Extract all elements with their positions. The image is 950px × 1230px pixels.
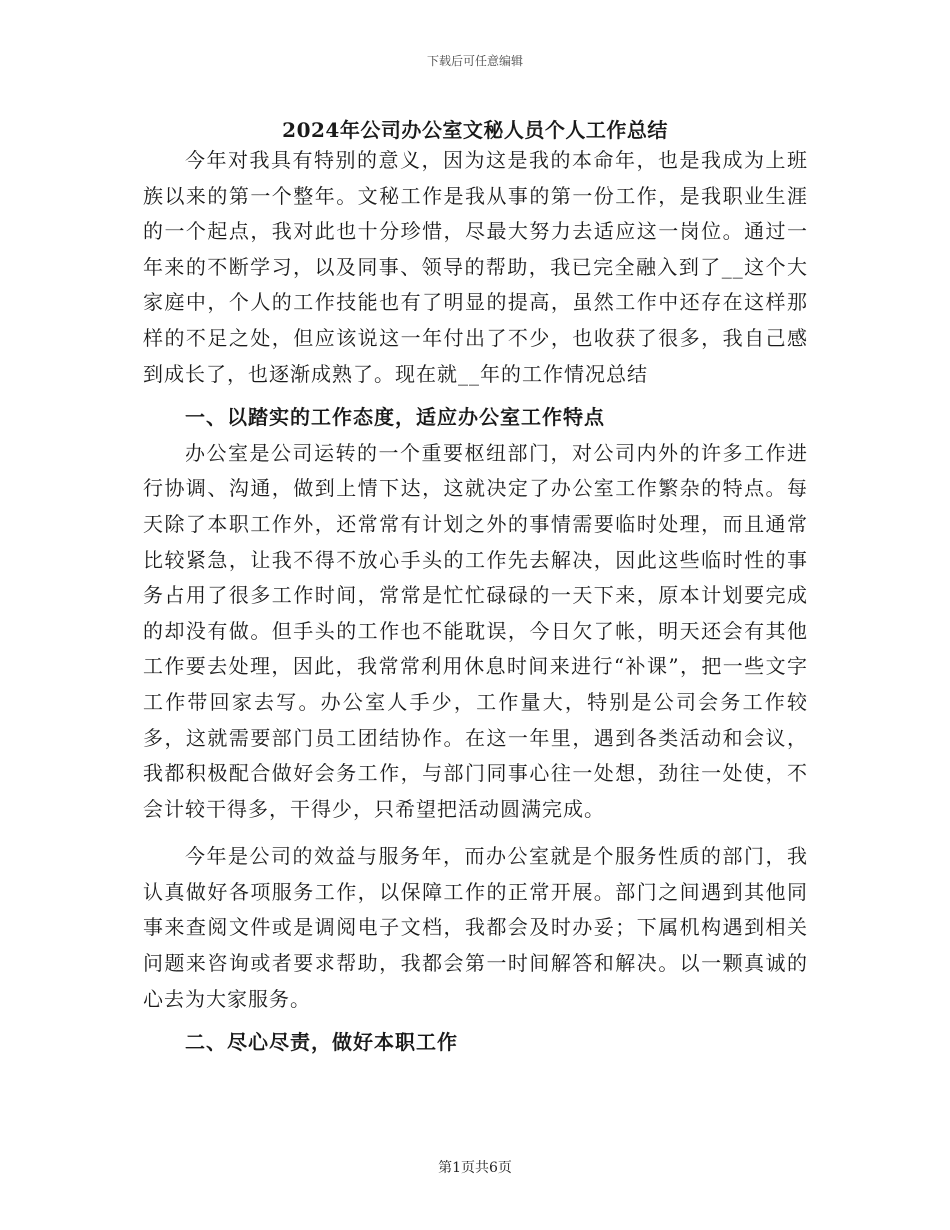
section-1-heading: 一、以踏实的工作态度，适应办公室工作特点 xyxy=(185,405,605,430)
intro-paragraph: 今年对我具有特别的意义，因为这是我的本命年，也是我成为上班族以来的第一个整年。文秘工作是我从事的第一份工作，是我职业生涯的一个起点，我对此也十分珍惜，尽最大努力去适应这一岗位。通过一年来的不断学习，以及同事、领导的帮助，我已完全融入到了__这个大家庭中，个人的工作技能也有了明显的提高，虽然工作中还存在这样那样的不足之处，但应该说这一年付出了不少，也收获了很多，我自己感到成长了，也逐渐成熟了。现在就__年的工作情况总结 xyxy=(143,148,808,386)
document-title: 2024年公司办公室文秘人员个人工作总结 xyxy=(282,118,668,142)
section-1-paragraph-2: 今年是公司的效益与服务年，而办公室就是个服务性质的部门，我认真做好各项服务工作，以保障工作的正常开展。部门之间遇到其他同事来查阅文件或是调阅电子文档，我都会及时办妥；下属机构遇到相关问题来咨询或者要求帮助，我都会第一时间解答和解决。以一颗真诚的心去为大家服务。 xyxy=(143,844,808,1011)
section-2-heading: 二、尽心尽责，做好本职工作 xyxy=(185,1030,458,1055)
page-footer-number: 第1页共6页 xyxy=(438,1160,512,1176)
section-1-paragraph-1: 办公室是公司运转的一个重要枢纽部门，对公司内外的许多工作进行协调、沟通，做到上情下达，这就决定了办公室工作繁杂的特点。每天除了本职工作外，还常常有计划之外的事情需要临时处理，而且通常比较紧急，让我不得不放心手头的工作先去解决，因此这些临时性的事务占用了很多工作时间，常常是忙忙碌碌的一天下来，原本计划要完成的却没有做。但手头的工作也不能耽误，今日欠了帐，明天还会有其他工作要去处理，因此，我常常利用休息时间来进行“补课”，把一些文字工作带回家去写。办公室人手少，工作量大，特别是公司会务工作较多，这就需要部门员工团结协作。在这一年里，遇到各类活动和会议，我都积极配合做好会务工作，与部门同事心往一处想，劲往一处使，不会计较干得多，干得少，只希望把活动圆满完成。 xyxy=(143,440,808,821)
document-body xyxy=(143,143,808,1061)
page-header-note: 下载后可任意编辑 xyxy=(426,54,523,68)
